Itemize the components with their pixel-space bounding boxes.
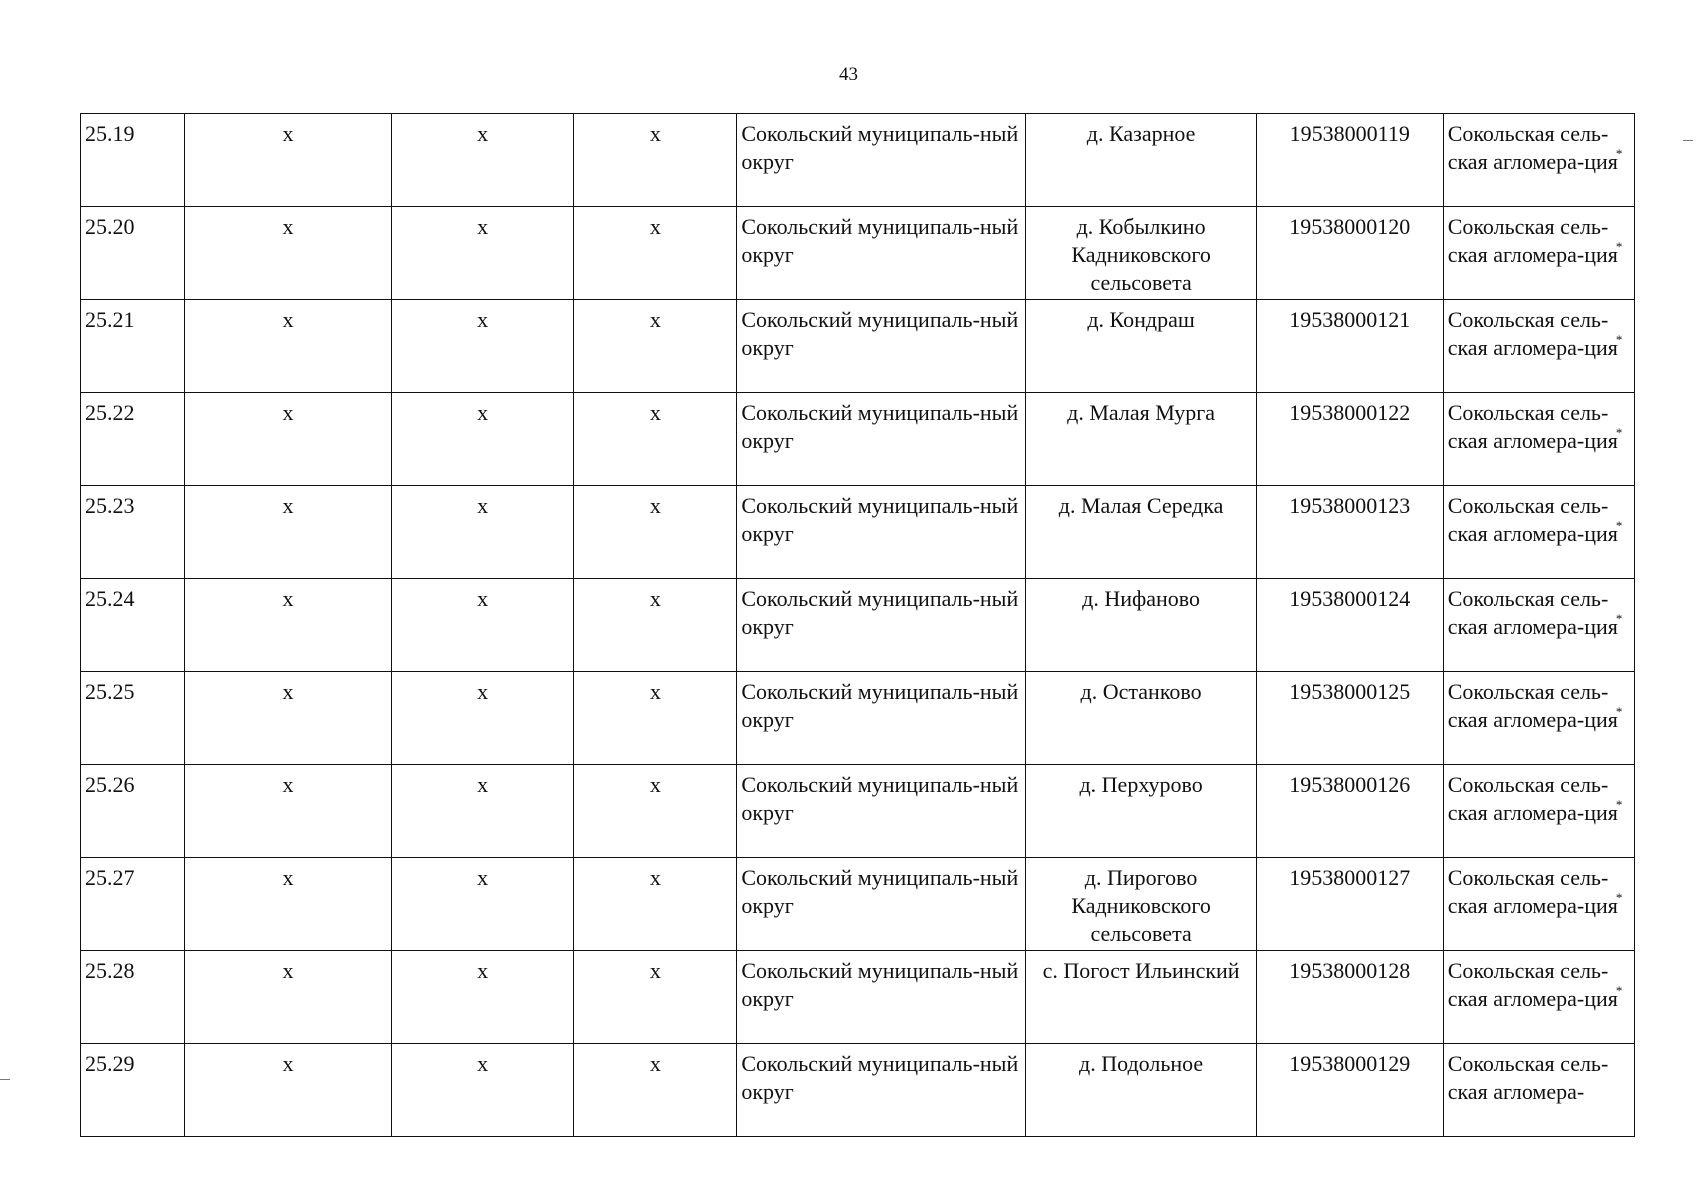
row-number-text: 25.23 bbox=[85, 493, 135, 518]
x-mark-cell bbox=[574, 114, 737, 207]
locality-text: д. Малая Мурга bbox=[1067, 400, 1216, 425]
locality-cell bbox=[1026, 951, 1256, 1044]
x-mark-cell bbox=[391, 1044, 574, 1137]
x-mark-cell bbox=[185, 300, 391, 393]
locality-cell bbox=[1026, 672, 1256, 765]
table-row bbox=[81, 951, 1635, 1044]
municipality-cell bbox=[737, 486, 1026, 579]
row-number-cell bbox=[81, 1044, 185, 1137]
x-mark-cell bbox=[185, 486, 391, 579]
row-number-text: 25.21 bbox=[85, 307, 135, 332]
municipality-cell bbox=[737, 672, 1026, 765]
locality-text: д. Малая Середка bbox=[1058, 493, 1224, 518]
x-mark-text: х bbox=[477, 307, 489, 332]
x-mark-cell bbox=[185, 765, 391, 858]
table-body bbox=[81, 114, 1635, 1137]
x-mark-text: х bbox=[649, 865, 661, 890]
footnote-asterisk: * bbox=[1615, 703, 1623, 719]
oktmo-code-cell bbox=[1256, 579, 1443, 672]
x-mark-text: х bbox=[282, 307, 294, 332]
x-mark-cell bbox=[574, 951, 737, 1044]
x-mark-cell bbox=[185, 393, 391, 486]
oktmo-code-text: 19538000122 bbox=[1289, 400, 1411, 425]
agglomeration-text: Сокольская сель-ская агломера-ция bbox=[1447, 121, 1618, 174]
x-mark-text: х bbox=[282, 214, 294, 239]
x-mark-text: х bbox=[649, 121, 661, 146]
agglomeration-cell bbox=[1443, 1044, 1634, 1137]
table-row bbox=[81, 672, 1635, 765]
x-mark-cell bbox=[574, 579, 737, 672]
x-mark-cell bbox=[574, 486, 737, 579]
row-number-text: 25.29 bbox=[85, 1051, 135, 1076]
oktmo-code-text: 19538000129 bbox=[1289, 1051, 1411, 1076]
x-mark-cell bbox=[185, 114, 391, 207]
x-mark-cell bbox=[391, 114, 574, 207]
municipality-text: Сокольский муниципаль-ный округ bbox=[741, 493, 1019, 546]
row-number-text: 25.28 bbox=[85, 958, 135, 983]
agglomeration-text: Сокольская сель-ская агломера-ция bbox=[1447, 400, 1618, 453]
row-number-cell bbox=[81, 765, 185, 858]
municipality-cell bbox=[737, 207, 1026, 300]
municipality-text: Сокольский муниципаль-ный округ bbox=[741, 400, 1019, 453]
municipality-text: Сокольский муниципаль-ный округ bbox=[741, 958, 1019, 1011]
row-number-cell bbox=[81, 672, 185, 765]
x-mark-text: х bbox=[477, 772, 489, 797]
municipality-text: Сокольский муниципаль-ный округ bbox=[741, 586, 1019, 639]
x-mark-cell bbox=[185, 207, 391, 300]
x-mark-text: х bbox=[282, 1051, 294, 1076]
footnote-asterisk: * bbox=[1615, 982, 1623, 998]
agglomeration-text: Сокольская сель-ская агломера-ция bbox=[1447, 772, 1618, 825]
locality-cell bbox=[1026, 765, 1256, 858]
x-mark-text: х bbox=[477, 865, 489, 890]
x-mark-text: х bbox=[477, 493, 489, 518]
x-mark-text: х bbox=[649, 400, 661, 425]
x-mark-cell bbox=[185, 858, 391, 951]
x-mark-cell bbox=[391, 858, 574, 951]
footnote-asterisk: * bbox=[1615, 331, 1623, 347]
locality-text: д. Останково bbox=[1080, 679, 1202, 704]
locality-text: д. Пирогово Кадниковского сельсовета bbox=[1071, 865, 1211, 946]
x-mark-text: х bbox=[282, 400, 294, 425]
agglomeration-cell bbox=[1443, 393, 1634, 486]
oktmo-code-text: 19538000121 bbox=[1289, 307, 1411, 332]
agglomeration-cell bbox=[1443, 579, 1634, 672]
oktmo-code-text: 19538000126 bbox=[1289, 772, 1411, 797]
municipality-text: Сокольский муниципаль-ный округ bbox=[741, 214, 1019, 267]
x-mark-text: х bbox=[477, 1051, 489, 1076]
footnote-asterisk: * bbox=[1615, 889, 1623, 905]
municipality-cell bbox=[737, 951, 1026, 1044]
row-number-cell bbox=[81, 486, 185, 579]
locality-cell bbox=[1026, 858, 1256, 951]
municipality-cell bbox=[737, 1044, 1026, 1137]
x-mark-cell bbox=[185, 672, 391, 765]
row-number-cell bbox=[81, 579, 185, 672]
locality-cell bbox=[1026, 1044, 1256, 1137]
row-number-text: 25.24 bbox=[85, 586, 135, 611]
x-mark-text: х bbox=[477, 400, 489, 425]
x-mark-cell bbox=[574, 765, 737, 858]
oktmo-code-cell bbox=[1256, 300, 1443, 393]
locality-text: д. Нифаново bbox=[1082, 586, 1201, 611]
agglomeration-text: Сокольская сель-ская агломера-ция bbox=[1447, 865, 1618, 918]
row-number-text: 25.27 bbox=[85, 865, 135, 890]
x-mark-cell bbox=[391, 486, 574, 579]
settlements-table bbox=[80, 113, 1635, 1137]
x-mark-text: х bbox=[477, 679, 489, 704]
x-mark-cell bbox=[185, 579, 391, 672]
x-mark-cell bbox=[185, 951, 391, 1044]
municipality-text: Сокольский муниципаль-ный округ bbox=[741, 679, 1019, 732]
row-number-text: 25.26 bbox=[85, 772, 135, 797]
row-number-cell bbox=[81, 858, 185, 951]
locality-text: д. Подольное bbox=[1079, 1051, 1204, 1076]
locality-cell bbox=[1026, 486, 1256, 579]
table-row bbox=[81, 207, 1635, 300]
locality-text: д. Кобылкино Кадниковского сельсовета bbox=[1071, 214, 1211, 295]
x-mark-cell bbox=[574, 858, 737, 951]
x-mark-text: х bbox=[649, 958, 661, 983]
municipality-cell bbox=[737, 579, 1026, 672]
x-mark-cell bbox=[391, 579, 574, 672]
agglomeration-cell bbox=[1443, 858, 1634, 951]
x-mark-cell bbox=[574, 1044, 737, 1137]
locality-cell bbox=[1026, 393, 1256, 486]
municipality-cell bbox=[737, 300, 1026, 393]
agglomeration-text: Сокольская сель-ская агломера-ция bbox=[1447, 586, 1618, 639]
margin-mark-right bbox=[1683, 140, 1693, 141]
x-mark-cell bbox=[391, 765, 574, 858]
x-mark-text: х bbox=[282, 865, 294, 890]
oktmo-code-cell bbox=[1256, 486, 1443, 579]
oktmo-code-text: 19538000119 bbox=[1289, 121, 1410, 146]
table-row bbox=[81, 114, 1635, 207]
agglomeration-text: Сокольская сель-ская агломера-ция bbox=[1447, 307, 1618, 360]
x-mark-text: х bbox=[477, 586, 489, 611]
agglomeration-text: Сокольская сель-ская агломера-ция bbox=[1447, 493, 1618, 546]
table-row bbox=[81, 765, 1635, 858]
page-number: 43 bbox=[839, 64, 858, 85]
municipality-text: Сокольский муниципаль-ный округ bbox=[741, 307, 1019, 360]
oktmo-code-cell bbox=[1256, 951, 1443, 1044]
row-number-cell bbox=[81, 951, 185, 1044]
footnote-asterisk: * bbox=[1615, 424, 1623, 440]
agglomeration-cell bbox=[1443, 207, 1634, 300]
footnote-asterisk: * bbox=[1615, 238, 1623, 254]
x-mark-cell bbox=[574, 300, 737, 393]
x-mark-cell bbox=[391, 393, 574, 486]
row-number-cell bbox=[81, 300, 185, 393]
x-mark-cell bbox=[391, 951, 574, 1044]
locality-cell bbox=[1026, 300, 1256, 393]
table-row bbox=[81, 393, 1635, 486]
row-number-text: 25.25 bbox=[85, 679, 135, 704]
agglomeration-cell bbox=[1443, 114, 1634, 207]
oktmo-code-cell bbox=[1256, 858, 1443, 951]
agglomeration-text: Сокольская сель-ская агломера-ция bbox=[1447, 958, 1618, 1011]
locality-cell bbox=[1026, 579, 1256, 672]
locality-cell bbox=[1026, 207, 1256, 300]
x-mark-text: х bbox=[282, 493, 294, 518]
table-row bbox=[81, 486, 1635, 579]
agglomeration-cell bbox=[1443, 300, 1634, 393]
municipality-text: Сокольский муниципаль-ный округ bbox=[741, 772, 1019, 825]
oktmo-code-text: 19538000128 bbox=[1289, 958, 1411, 983]
x-mark-cell bbox=[574, 207, 737, 300]
agglomeration-cell bbox=[1443, 672, 1634, 765]
municipality-text: Сокольский муниципаль-ный округ bbox=[741, 865, 1019, 918]
locality-text: д. Казарное bbox=[1086, 121, 1196, 146]
x-mark-text: х bbox=[649, 1051, 661, 1076]
x-mark-cell bbox=[185, 1044, 391, 1137]
x-mark-cell bbox=[391, 672, 574, 765]
agglomeration-text: Сокольская сель-ская агломера-ция bbox=[1447, 679, 1618, 732]
oktmo-code-text: 19538000123 bbox=[1289, 493, 1411, 518]
x-mark-cell bbox=[574, 672, 737, 765]
x-mark-text: х bbox=[649, 586, 661, 611]
agglomeration-cell bbox=[1443, 486, 1634, 579]
row-number-text: 25.20 bbox=[85, 214, 135, 239]
agglomeration-cell bbox=[1443, 951, 1634, 1044]
row-number-cell bbox=[81, 393, 185, 486]
margin-mark-left bbox=[0, 1079, 10, 1080]
table-row bbox=[81, 858, 1635, 951]
x-mark-cell bbox=[391, 207, 574, 300]
x-mark-text: х bbox=[282, 586, 294, 611]
x-mark-text: х bbox=[649, 214, 661, 239]
oktmo-code-cell bbox=[1256, 114, 1443, 207]
row-number-text: 25.19 bbox=[85, 121, 135, 146]
table-row bbox=[81, 579, 1635, 672]
municipality-cell bbox=[737, 393, 1026, 486]
locality-cell bbox=[1026, 114, 1256, 207]
x-mark-text: х bbox=[282, 772, 294, 797]
footnote-asterisk: * bbox=[1615, 145, 1623, 161]
x-mark-text: х bbox=[282, 679, 294, 704]
municipality-text: Сокольский муниципаль-ный округ bbox=[741, 1051, 1019, 1104]
municipality-text: Сокольский муниципаль-ный округ bbox=[741, 121, 1019, 174]
footnote-asterisk: * bbox=[1615, 610, 1623, 626]
x-mark-text: х bbox=[477, 958, 489, 983]
oktmo-code-cell bbox=[1256, 672, 1443, 765]
x-mark-text: х bbox=[282, 958, 294, 983]
x-mark-text: х bbox=[477, 121, 489, 146]
row-number-cell bbox=[81, 114, 185, 207]
table-row bbox=[81, 1044, 1635, 1137]
footnote-asterisk: * bbox=[1615, 517, 1623, 533]
oktmo-code-text: 19538000124 bbox=[1289, 586, 1411, 611]
oktmo-code-text: 19538000127 bbox=[1289, 865, 1411, 890]
municipality-cell bbox=[737, 765, 1026, 858]
oktmo-code-cell bbox=[1256, 1044, 1443, 1137]
x-mark-cell bbox=[574, 393, 737, 486]
municipality-cell bbox=[737, 114, 1026, 207]
footnote-asterisk: * bbox=[1615, 796, 1623, 812]
oktmo-code-cell bbox=[1256, 765, 1443, 858]
x-mark-text: х bbox=[649, 307, 661, 332]
x-mark-text: х bbox=[477, 214, 489, 239]
row-number-text: 25.22 bbox=[85, 400, 135, 425]
x-mark-text: х bbox=[649, 493, 661, 518]
table-row bbox=[81, 300, 1635, 393]
oktmo-code-text: 19538000120 bbox=[1289, 214, 1411, 239]
x-mark-cell bbox=[391, 300, 574, 393]
locality-text: с. Погост Ильинский bbox=[1042, 958, 1240, 983]
oktmo-code-text: 19538000125 bbox=[1289, 679, 1411, 704]
x-mark-text: х bbox=[649, 772, 661, 797]
x-mark-text: х bbox=[649, 679, 661, 704]
oktmo-code-cell bbox=[1256, 207, 1443, 300]
row-number-cell bbox=[81, 207, 185, 300]
locality-text: д. Кондраш bbox=[1087, 307, 1195, 332]
agglomeration-text: Сокольская сель-ская агломера- bbox=[1447, 1051, 1609, 1104]
agglomeration-cell bbox=[1443, 765, 1634, 858]
locality-text: д. Перхурово bbox=[1079, 772, 1203, 797]
x-mark-text: х bbox=[282, 121, 294, 146]
agglomeration-text: Сокольская сель-ская агломера-ция bbox=[1447, 214, 1618, 267]
oktmo-code-cell bbox=[1256, 393, 1443, 486]
municipality-cell bbox=[737, 858, 1026, 951]
